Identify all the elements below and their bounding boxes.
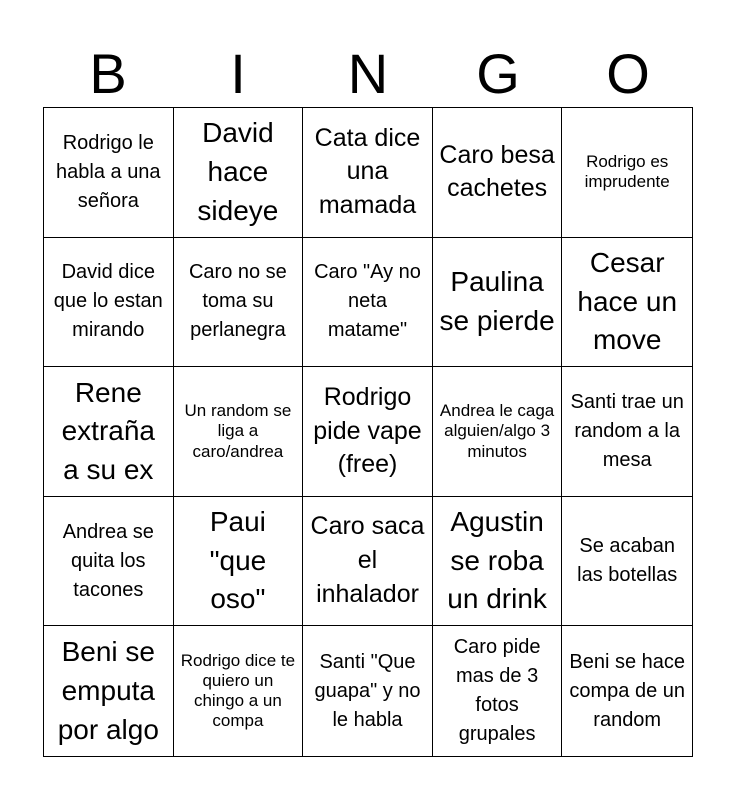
- cell-text: Paui "que oso": [209, 506, 267, 615]
- bingo-cell[interactable]: [562, 367, 692, 497]
- bingo-cell[interactable]: [433, 367, 563, 497]
- cell-text: Un random se liga a caro/andrea: [184, 401, 292, 461]
- cell-text: Caro "Ay no neta matame": [314, 261, 421, 342]
- bingo-cell[interactable]: [433, 497, 563, 627]
- bingo-header: [43, 44, 693, 104]
- header-letter-n: N: [347, 42, 389, 105]
- cell-text: Cata dice una mamada: [314, 123, 421, 220]
- header-letter-i: I: [230, 42, 246, 105]
- bingo-cell[interactable]: [433, 238, 563, 368]
- bingo-cell[interactable]: [303, 626, 433, 756]
- bingo-cell[interactable]: [433, 626, 563, 756]
- cell-text: Paulina se pierde: [439, 266, 555, 336]
- header-letter-g: G: [476, 42, 520, 105]
- cell-text: Beni se emputa por algo: [57, 636, 159, 745]
- bingo-cell[interactable]: [174, 238, 304, 368]
- cell-text: Caro besa cachetes: [439, 140, 555, 203]
- bingo-cell[interactable]: [303, 497, 433, 627]
- cell-text: Rodrigo dice te quiero un chingo a un compa: [180, 651, 296, 731]
- bingo-cell[interactable]: [562, 238, 692, 368]
- cell-text: Caro pide mas de 3 fotos grupales: [453, 636, 541, 746]
- cell-text: Cesar hace un move: [577, 246, 678, 356]
- bingo-cell[interactable]: [44, 497, 174, 627]
- bingo-cell[interactable]: [562, 108, 692, 238]
- cell-text: Caro saca el inhalador: [310, 512, 425, 608]
- cell-text: Rodrigo es imprudente: [584, 152, 670, 192]
- bingo-cell[interactable]: [44, 367, 174, 497]
- bingo-cell[interactable]: [433, 108, 563, 238]
- bingo-cell[interactable]: [174, 367, 304, 497]
- cell-text: David dice que lo estan mirando: [53, 261, 163, 342]
- bingo-cell[interactable]: [562, 497, 692, 627]
- bingo-cell[interactable]: [44, 108, 174, 238]
- bingo-cell[interactable]: [44, 626, 174, 756]
- cell-text: Rodrigo le habla a una señora: [56, 131, 161, 212]
- cell-text: Santi trae un random a la mesa: [570, 390, 684, 471]
- bingo-cell[interactable]: [303, 238, 433, 368]
- header-letter-b: B: [89, 42, 127, 105]
- cell-text: Rodrigo pide vape (free): [313, 382, 422, 479]
- cell-text: Santi "Que guapa" y no le habla: [314, 650, 421, 731]
- bingo-cell[interactable]: [303, 108, 433, 238]
- cell-text: Caro no se toma su perlanegra: [188, 261, 287, 342]
- cell-text: Andrea se quita los tacones: [62, 520, 154, 601]
- bingo-cell[interactable]: [562, 626, 692, 756]
- header-letter-o: O: [606, 42, 650, 105]
- bingo-cell[interactable]: [303, 367, 433, 497]
- cell-text: Agustin se roba un drink: [447, 506, 547, 615]
- cell-text: Beni se hace compa de un random: [569, 650, 686, 731]
- cell-text: Rene extraña a su ex: [61, 376, 155, 485]
- bingo-cell[interactable]: [174, 497, 304, 627]
- bingo-cell[interactable]: [44, 238, 174, 368]
- cell-text: David hace sideye: [197, 117, 279, 226]
- bingo-grid: [43, 107, 693, 757]
- cell-text: Andrea le caga alguien/algo 3 minutos: [439, 401, 555, 461]
- bingo-cell[interactable]: [174, 108, 304, 238]
- cell-text: Se acaban las botellas: [577, 535, 678, 587]
- bingo-cell[interactable]: [174, 626, 304, 756]
